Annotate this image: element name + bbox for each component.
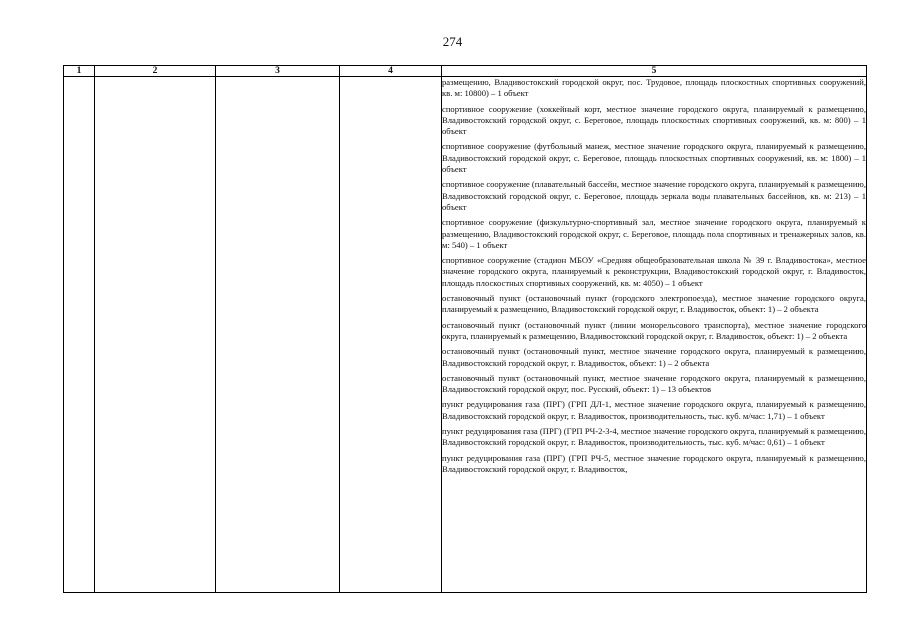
column-1-cell <box>64 77 95 593</box>
list-item: остановочный пункт (остановочный пункт, местное значение городского округа, планируемый к размещению, Владивостокский городской округ, г. Владивосток, объект: 1) – 2 объекта <box>442 346 866 368</box>
column-3-cell <box>216 77 340 593</box>
page-number: 274 <box>442 34 463 49</box>
column-2-cell <box>95 77 216 593</box>
list-item: остановочный пункт (остановочный пункт (городского электропоезда), местное значение городского округа, планируемый к размещению, Владивостокский городской округ, г. Владивосток, объект: 1) – 2 объекта <box>442 293 866 315</box>
document-table <box>63 65 867 593</box>
column-header-4: 4 <box>340 66 442 77</box>
table-row <box>64 77 867 593</box>
column-5-cell <box>442 77 867 593</box>
list-item: пункт редуцирования газа (ПРГ) (ГРП ДЛ-1, местное значение городского округа, планируемый к размещению, Владивостокский городской округ, г. Владивосток, производительность, тыс. куб. м/час: 1,71) – 1 объект <box>442 399 866 421</box>
list-item: спортивное сооружение (футбольный манеж, местное значение городского округа, планируемый к размещению, Владивостокский городской округ, с. Береговое, площадь плоскостных спортивных сооружений, кв. м: 1800) – 1 объект <box>442 141 866 175</box>
list-item: спортивное сооружение (стадион МБОУ «Средняя общеобразовательная школа № 39 г. Владивостока», местное значение городского округа, планируемый к реконструкции, Владивостокский городской округ, г. Владивосток, площадь плоскостных спортивных сооружений, кв. м: 4050) – 1 объект <box>442 255 866 288</box>
column-4-cell <box>340 77 442 593</box>
column-header-2: 2 <box>95 66 216 77</box>
column-header-3: 3 <box>216 66 340 77</box>
list-item: пункт редуцирования газа (ПРГ) (ГРП РЧ-2-3-4, местное значение городского округа, планируемый к размещению, Владивостокский городской округ, г. Владивосток, производительность, тыс. куб. м/час: 0,61) – 1 объект <box>442 426 866 448</box>
list-item: размещению, Владивостокский городской округ, пос. Трудовое, площадь плоскостных спортивных сооружений, кв. м: 10800) – 1 объект <box>442 77 866 99</box>
column-header-1: 1 <box>64 66 95 77</box>
list-item: остановочный пункт (остановочный пункт, местное значение городского округа, планируемый к размещению, Владивостокский городской округ, пос. Русский, объект: 1) – 13 объектов <box>442 372 866 395</box>
column-header-5: 5 <box>442 66 867 77</box>
header-row <box>64 66 867 77</box>
list-item: спортивное сооружение (плавательный бассейн, местное значение городского округа, планируемый к размещению, Владивостокский городской округ, с. Береговое, площадь зеркала воды плавательных бассейнов, кв. м: 213) – 1 объект <box>442 179 866 212</box>
list-item: пункт редуцирования газа (ПРГ) (ГРП РЧ-5, местное значение городского округа, планируемый к размещению, Владивостокский городской округ, г. Владивосток, <box>442 452 866 474</box>
list-item: остановочный пункт (остановочный пункт (линии монорельсового транспорта), местное значение городского округа, планируемый к размещению, Владивостокский городской округ, г. Владивосток, объект: 1) – 2 объекта <box>442 319 866 341</box>
list-item: спортивное сооружение (хоккейный корт, местное значение городского округа, планируемый к размещению, Владивостокский городской округ, с. Береговое, площадь плоскостных спортивных сооружений, кв. м: 800) – 1 объект <box>442 103 866 137</box>
list-item: спортивное сооружение (физкультурно-спортивный зал, местное значение городского округа, планируемый к размещению, Владивостокский городской округ, с. Береговое, площадь пола спортивных и тренажерных залов, кв. м: 540) – 1 объект <box>442 217 866 250</box>
